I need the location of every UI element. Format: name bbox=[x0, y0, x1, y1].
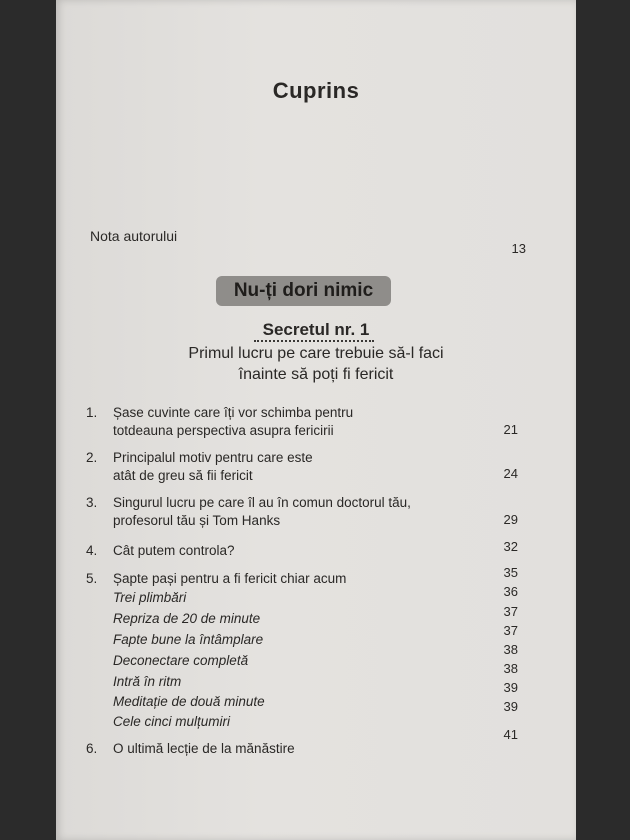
toc-chapter-4-page: 32 bbox=[503, 539, 518, 554]
part-title-box: Nu-ți dori nimic bbox=[216, 276, 391, 306]
chapter-title-line-2: atât de greu să fii fericit bbox=[113, 468, 253, 483]
toc-chapter-5-page: 35 bbox=[503, 565, 518, 580]
toc-chapter-1-page: 21 bbox=[503, 422, 518, 437]
chapter-title-line-1: Singurul lucru pe care îl au în comun doctorul tău, bbox=[113, 495, 411, 510]
toc-subsection: Deconectare completă bbox=[113, 653, 249, 668]
page-title: Cuprins bbox=[272, 78, 360, 103]
chapter-title: O ultimă lecție de la mănăstire bbox=[113, 741, 295, 756]
toc-subsection-page: 39 bbox=[503, 699, 518, 714]
secret-subtitle-line-2: înainte să poți fi fericit bbox=[238, 366, 394, 383]
toc-chapter-5 bbox=[86, 570, 346, 588]
toc-subsection: Fapte bune la întâmplare bbox=[113, 632, 264, 647]
secret-subtitle bbox=[56, 343, 576, 385]
dotted-divider bbox=[254, 340, 374, 342]
toc-chapter-2 bbox=[86, 449, 313, 485]
chapter-number: 3. bbox=[86, 495, 98, 510]
toc-subsection: Meditație de două minute bbox=[113, 694, 265, 709]
toc-subsection-page: 37 bbox=[503, 623, 518, 638]
chapter-number: 1. bbox=[86, 405, 98, 420]
chapter-number: 5. bbox=[86, 571, 98, 586]
toc-subsection-page: 37 bbox=[503, 604, 518, 619]
chapter-title: Șapte pași pentru a fi fericit chiar acum bbox=[113, 571, 347, 586]
toc-author-note-page: 13 bbox=[511, 241, 526, 256]
toc-subsection-page: 39 bbox=[503, 680, 518, 695]
chapter-title-line-2: profesorul tău și Tom Hanks bbox=[113, 513, 281, 528]
chapter-number: 4. bbox=[86, 543, 98, 558]
toc-subsection-page: 36 bbox=[503, 584, 518, 599]
chapter-title-line-2: totdeauna perspectiva asupra fericirii bbox=[113, 423, 334, 438]
chapter-title-line-1: Șase cuvinte care îți vor schimba pentru bbox=[113, 405, 354, 420]
toc-author-note: Nota autorului bbox=[90, 228, 178, 244]
toc-subsection: Intră în ritm bbox=[113, 674, 182, 689]
secret-subtitle-line-1: Primul lucru pe care trebuie să-l faci bbox=[188, 345, 444, 362]
toc-chapter-6-page: 41 bbox=[503, 727, 518, 742]
toc-subsection: Repriza de 20 de minute bbox=[113, 611, 261, 626]
book-page bbox=[56, 0, 576, 840]
toc-chapter-4 bbox=[86, 542, 235, 560]
chapter-title: Cât putem controla? bbox=[113, 543, 235, 558]
chapter-title-line-1: Principalul motiv pentru care este bbox=[113, 450, 313, 465]
toc-chapter-3-page: 29 bbox=[503, 512, 518, 527]
toc-subsection-page: 38 bbox=[503, 642, 518, 657]
toc-chapter-3 bbox=[86, 494, 411, 530]
toc-chapter-6 bbox=[86, 740, 295, 758]
chapter-number: 6. bbox=[86, 741, 98, 756]
secret-heading: Secretul nr. 1 bbox=[262, 320, 370, 339]
toc-chapter-1 bbox=[86, 404, 353, 440]
toc-subsection-page: 38 bbox=[503, 661, 518, 676]
toc-subsection: Cele cinci mulțumiri bbox=[113, 714, 231, 729]
toc-chapter-2-page: 24 bbox=[503, 466, 518, 481]
chapter-number: 2. bbox=[86, 450, 98, 465]
toc-subsection: Trei plimbări bbox=[113, 590, 187, 605]
